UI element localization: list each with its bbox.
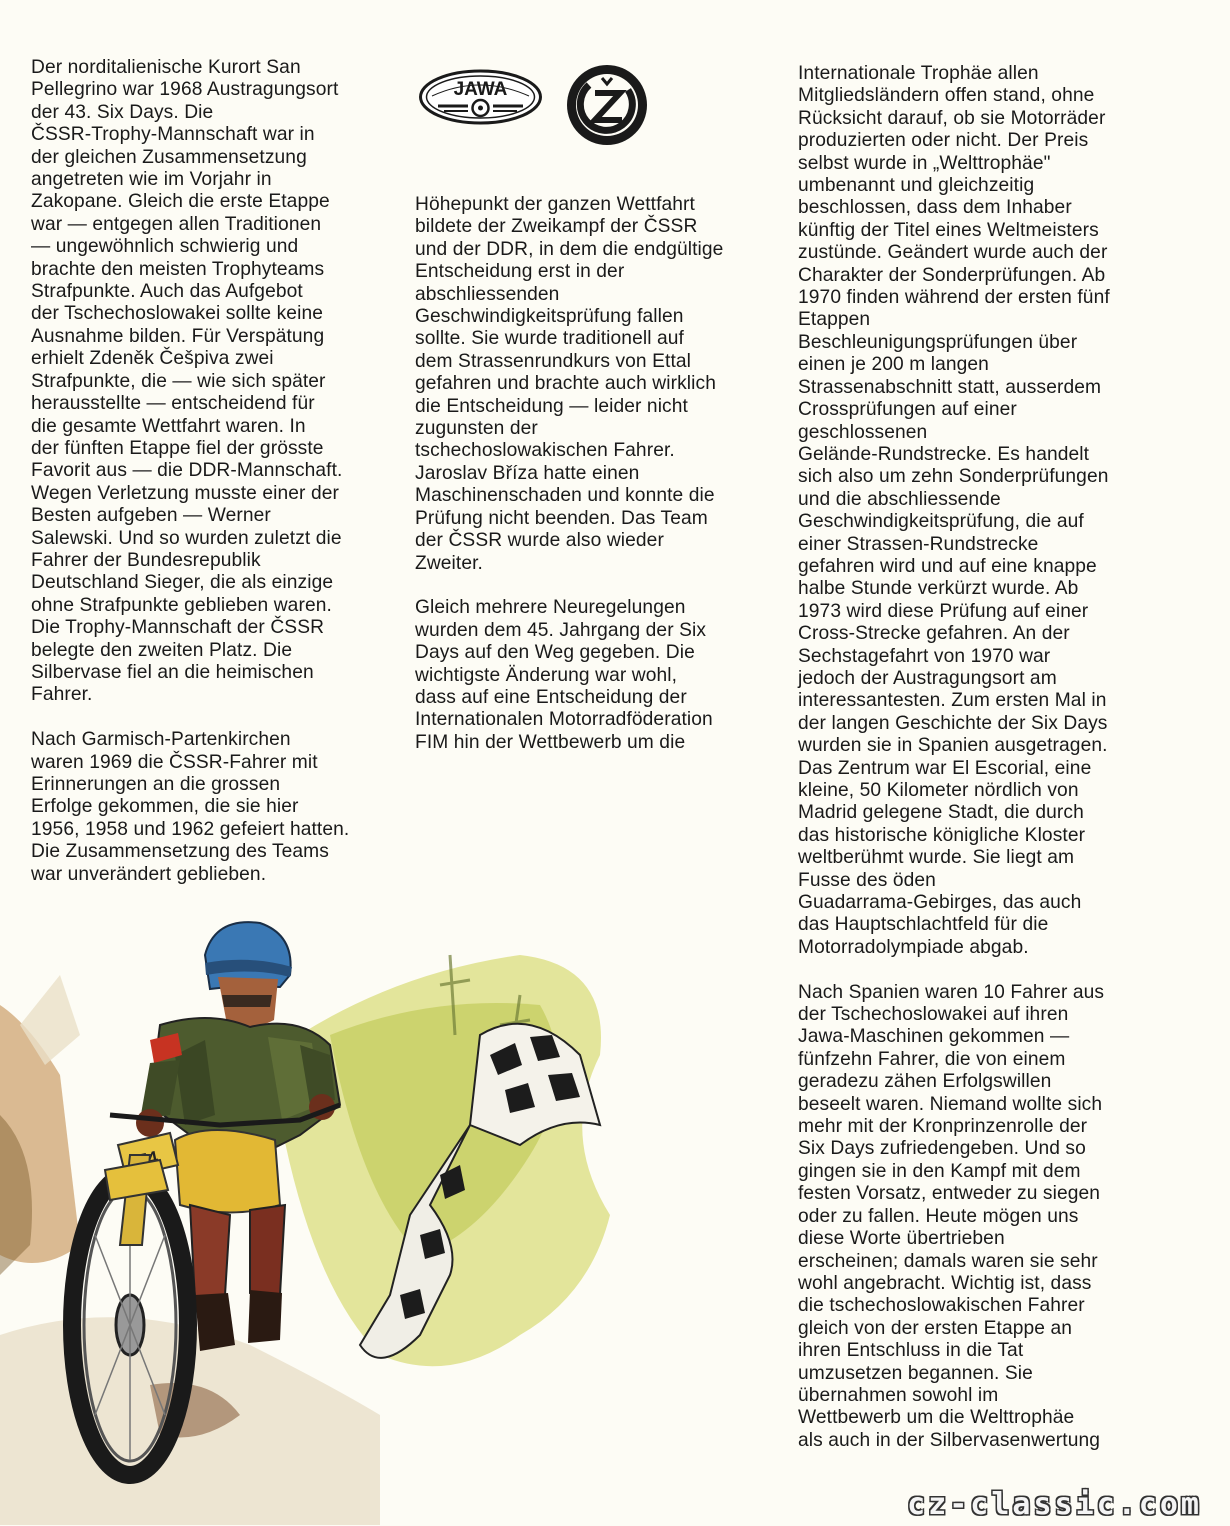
text-line: Geschwindigkeitsprüfung fallen (415, 306, 684, 328)
text-line: umzusetzen begannen. Sie (798, 1362, 1033, 1384)
text-line: Das Zentrum war El Escorial, eine (798, 757, 1092, 779)
text-line: der langen Geschichte der Six Days (798, 712, 1108, 734)
text-line: Pellegrino war 1968 Austragungsort (31, 79, 339, 101)
text-line: künftig der Titel eines Weltmeisters (798, 219, 1099, 241)
text-line: sollte. Sie wurde traditionell auf (415, 328, 684, 350)
text-line: wohl angebracht. Wichtig ist, dass (798, 1272, 1092, 1294)
text-line: der gleichen Zusammensetzung (31, 146, 307, 168)
text-line: die tschechoslowakischen Fahrer (798, 1295, 1085, 1317)
text-line: gefahren und brachte auch wirklich (415, 373, 716, 395)
text-line: diese Worte übertrieben (798, 1228, 1005, 1250)
text-line: herausstellte — entscheidend für (31, 393, 315, 415)
text-line: zugunsten der (415, 418, 538, 440)
text-line: einer Strassen-Rundstrecke (798, 533, 1039, 555)
paragraph (798, 63, 1198, 959)
logo-group (418, 62, 658, 147)
text-line: einen je 200 m langen (798, 354, 989, 376)
paragraph (798, 982, 1198, 1453)
text-line: Internationale Trophäe allen (798, 63, 1039, 84)
text-line: Etappen (798, 309, 871, 331)
paragraph-gap (798, 959, 1198, 981)
text-line: Wegen Verletzung musste einer der (31, 482, 339, 504)
text-line: FIM hin der Wettbewerb um die (415, 731, 686, 753)
text-line: 1973 wird diese Prüfung auf einer (798, 600, 1089, 622)
text-line: Motorradolympiade abgab. (798, 936, 1029, 958)
text-line: Besten aufgeben — Werner (31, 505, 271, 527)
text-line: die gesamte Wettfahrt waren. In (31, 415, 306, 437)
text-line: Fahrer. (31, 684, 93, 706)
text-line: gleich von der ersten Etappe an (798, 1317, 1073, 1339)
text-line: brachte den meisten Trophyteams (31, 258, 325, 280)
text-line: geschlossenen (798, 421, 928, 443)
text-line: Charakter der Sonderprüfungen. Ab (798, 264, 1106, 286)
text-line: Fusse des öden (798, 869, 936, 891)
jawa-logo-icon (418, 68, 543, 126)
text-line: 1970 finden während der ersten fünf (798, 287, 1110, 309)
text-line: Silbervase fiel an die heimischen (31, 661, 314, 683)
text-line: Nach Garmisch-Partenkirchen (31, 729, 291, 751)
text-line: Ausnahme bilden. Für Verspätung (31, 325, 325, 347)
text-line: belegte den zweiten Platz. Die (31, 639, 293, 661)
text-line: Rücksicht darauf, ob sie Motorräder (798, 107, 1106, 129)
text-line: Wettbewerb um die Welttrophäe (798, 1407, 1075, 1429)
text-line: Prüfung nicht beenden. Das Team (415, 507, 708, 529)
text-line: dass auf eine Entscheidung der (415, 686, 687, 708)
text-line: Erinnerungen an die grossen (31, 773, 281, 795)
text-line: übernahmen sowohl im (798, 1384, 999, 1406)
text-line: Sechstagefahrt von 1970 war (798, 645, 1051, 667)
text-line: fünfzehn Fahrer, die von einem (798, 1048, 1066, 1070)
text-line: geradezu zähen Erfolgswillen (798, 1071, 1052, 1093)
text-line: umbenannt und gleichzeitig (798, 175, 1035, 197)
text-line: das Hauptschlachtfeld für die (798, 914, 1049, 936)
text-line: Erfolge gekommen, die sie hier (31, 796, 299, 818)
cz-logo-icon (564, 62, 650, 148)
cz-logo-text: ČZ (606, 146, 608, 147)
text-line: und die abschliessende (798, 488, 1001, 510)
text-line: war unverändert geblieben. (31, 863, 267, 885)
text-line: zustünde. Geändert wurde auch der (798, 242, 1108, 264)
text-line: der fünften Etappe fiel der grösste (31, 437, 324, 459)
text-line: als auch in der Silbervasenwertung (798, 1429, 1101, 1451)
text-line: erscheinen; damals waren sie sehr (798, 1250, 1098, 1272)
text-line: oder zu fallen. Heute mögen uns (798, 1205, 1079, 1227)
paragraph-gap (415, 575, 785, 597)
text-line: Days auf den Weg gegeben. Die (415, 642, 695, 664)
text-line: Nach Spanien waren 10 Fahrer aus (798, 981, 1105, 1003)
text-line: Mitgliedsländern offen stand, ohne (798, 85, 1095, 107)
text-line: Strafpunkte. Auch das Aufgebot (31, 281, 303, 303)
text-line: abschliessenden (415, 283, 560, 305)
text-line: der 43. Six Days. Die (31, 101, 214, 123)
text-line: beschlossen, dass dem Inhaber (798, 197, 1072, 219)
text-line: Zakopane. Gleich die erste Etappe (31, 191, 330, 213)
text-column-3 (798, 63, 1198, 1452)
text-line: war — entgegen allen Traditionen (31, 213, 322, 235)
text-line: beseelt waren. Niemand wollte sich (798, 1093, 1103, 1115)
text-column-1 (31, 57, 391, 886)
text-line: Die Trophy-Mannschaft der ČSSR (31, 617, 325, 639)
text-line: ČSSR-Trophy-Mannschaft war in (31, 124, 315, 146)
paragraph-gap (31, 707, 391, 729)
text-line: Zweiter. (415, 552, 483, 574)
text-line: der Tschechoslowakei auf ihren (798, 1004, 1069, 1026)
text-line: festen Vorsatz, entweder zu siegen (798, 1183, 1101, 1205)
text-line: Beschleunigungsprüfungen über (798, 331, 1078, 353)
text-line: wichtigste Änderung war wohl, (415, 664, 678, 686)
text-line: Gleich mehrere Neuregelungen (415, 597, 686, 619)
text-line: waren 1969 die ČSSR-Fahrer mit (31, 751, 318, 773)
text-line: und der DDR, in dem die endgültige (415, 238, 724, 260)
text-line: Gelände-Rundstrecke. Es handelt (798, 443, 1090, 465)
text-line: weltberühmt wurde. Sie liegt am (798, 847, 1075, 869)
paragraph (415, 597, 785, 754)
text-line: 1956, 1958 und 1962 gefeiert hatten. (31, 818, 350, 840)
text-line: das historische königliche Kloster (798, 824, 1086, 846)
text-line: Maschinenschaden und konnte die (415, 485, 715, 507)
text-line: interessantesten. Zum ersten Mal in (798, 690, 1107, 712)
text-line: Deutschland Sieger, die als einzige (31, 572, 334, 594)
text-line: Salewski. Und so wurden zuletzt die (31, 527, 342, 549)
text-line: wurden dem 45. Jahrgang der Six (415, 619, 707, 641)
text-line: Strassenabschnitt statt, ausserdem (798, 376, 1102, 398)
text-line: angetreten wie im Vorjahr in (31, 169, 272, 191)
text-line: dem Strassenrundkurs von Ettal (415, 350, 692, 372)
text-line: kleine, 50 Kilometer nördlich von (798, 780, 1079, 801)
text-line: gingen sie in den Kampf mit dem (798, 1160, 1081, 1182)
text-line: Strafpunkte, die — wie sich später (31, 370, 326, 392)
text-line: Geschwindigkeitsprüfung, die auf (798, 511, 1084, 533)
text-line: tschechoslowakischen Fahrer. (415, 440, 675, 462)
text-line: Six Days zufriedengeben. Und so (798, 1138, 1086, 1160)
text-line: Madrid gelegene Stadt, die durch (798, 802, 1084, 824)
text-line: mehr mit der Kronprinzenrolle der (798, 1116, 1088, 1138)
text-line: Fahrer der Bundesrepublik (31, 549, 261, 571)
text-column-2 (415, 194, 785, 754)
text-line: produzierten oder nicht. Der Preis (798, 130, 1089, 152)
text-line: Cross-Strecke gefahren. An der (798, 623, 1070, 645)
text-line: halbe Stunde verkürzt wurde. Ab (798, 578, 1079, 600)
paragraph (31, 57, 391, 707)
text-line: Crossprüfungen auf einer (798, 399, 1017, 421)
motorcycle-rider-illustration (0, 915, 640, 1525)
text-line: — ungewöhnlich schwierig und (31, 236, 299, 258)
text-line: bildete der Zweikampf der ČSSR (415, 216, 698, 238)
text-line: ihren Entschluss in die Tat (798, 1340, 1024, 1362)
text-line: die Entscheidung — leider nicht (415, 395, 688, 417)
text-line: Der norditalienische Kurort San (31, 57, 301, 78)
text-line: sich also um zehn Sonderprüfungen (798, 466, 1109, 488)
text-line: selbst wurde in „Welttrophäe" (798, 152, 1051, 174)
text-line: Entscheidung erst in der (415, 261, 625, 283)
paragraph (415, 194, 785, 575)
text-line: wurden sie in Spanien ausgetragen. (798, 735, 1108, 757)
text-line: ohne Strafpunkte geblieben waren. (31, 594, 332, 616)
text-line: erhielt Zdeněk Češpiva zwei (31, 348, 274, 370)
text-line: gefahren wird und auf eine knappe (798, 555, 1097, 577)
paragraph (31, 729, 391, 886)
text-line: Guadarrama-Gebirges, das auch (798, 892, 1082, 914)
watermark-text: cz-classic.com (907, 1487, 1202, 1522)
text-line: der ČSSR wurde also wieder (415, 530, 664, 552)
text-line: Jaroslav Bříza hatte einen (415, 462, 640, 484)
text-line: Jawa-Maschinen gekommen — (798, 1026, 1070, 1048)
jawa-logo-text: JAWA (453, 79, 508, 100)
text-line: Die Zusammensetzung des Teams (31, 841, 329, 863)
text-line: Höhepunkt der ganzen Wettfahrt (415, 194, 695, 215)
text-line: der Tschechoslowakei sollte keine (31, 303, 323, 325)
text-line: jedoch der Austragungsort am (798, 667, 1057, 689)
text-line: Internationalen Motorradföderation (415, 709, 713, 731)
text-line: Favorit aus — die DDR-Mannschaft. (31, 460, 343, 482)
